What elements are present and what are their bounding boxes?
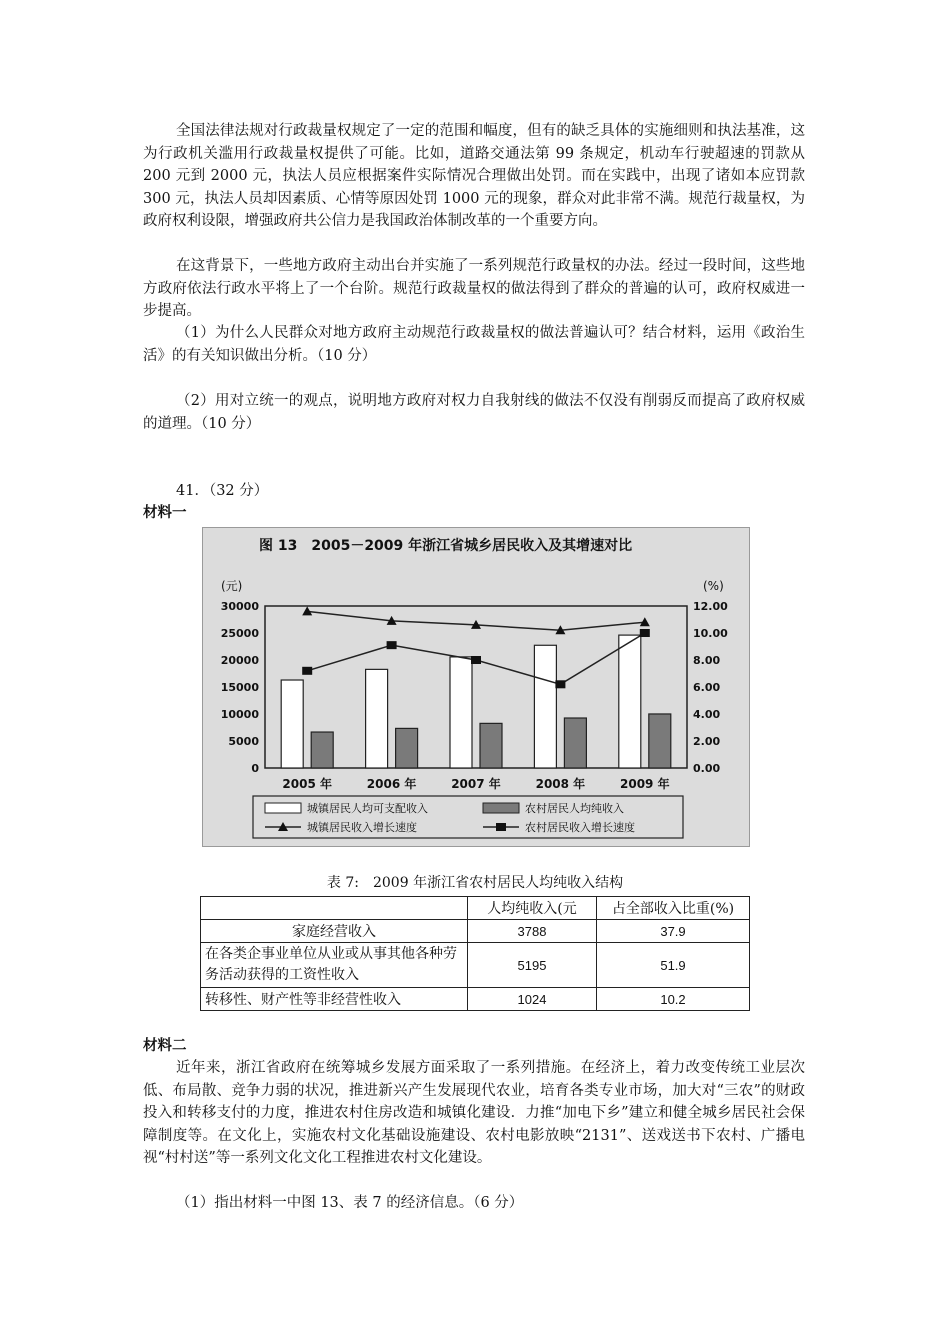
- chart-svg: [203, 528, 749, 846]
- right-tick-label: 12.00: [693, 600, 728, 613]
- rural-income-bar: [564, 718, 586, 768]
- rural-income-bar: [480, 723, 502, 768]
- table-cell-share: 37.9: [597, 920, 750, 943]
- right-tick-label: 0.00: [693, 762, 721, 775]
- table-7: [200, 896, 750, 1011]
- figure-13-chart: [202, 527, 750, 847]
- right-axis-unit: (%): [703, 579, 724, 593]
- table-header-row: [201, 897, 750, 920]
- left-tick-label: 5000: [228, 735, 259, 748]
- table-row: [201, 988, 750, 1011]
- urban-income-bar: [366, 669, 388, 768]
- table-cell-share: 51.9: [597, 943, 750, 988]
- legend-rural-growth-label: 农村居民收入增长速度: [525, 821, 635, 834]
- table-header-cell: 人均纯收入(元: [468, 897, 597, 920]
- left-tick-label: 30000: [220, 600, 259, 613]
- table-cell-income: 1024: [468, 988, 597, 1011]
- table-header-cell: [201, 897, 468, 920]
- material-1-label: 材料一: [143, 504, 187, 521]
- material-2-question-1: （1）指出材料一中图 13、表 7 的经济信息。（6 分）: [176, 1195, 524, 1211]
- question-1: （1）为什么人民群众对地方政府主动规范行政裁量权的做法普遍认可？结合材料，运用《政治生活》的有关知识做出分析。（10 分）: [143, 325, 805, 364]
- category-label: 2009 年: [620, 777, 670, 791]
- table-cell-income: 3788: [468, 920, 597, 943]
- left-tick-label: 20000: [220, 654, 259, 667]
- intro-paragraph-2: 在这背景下，一些地方政府主动出台并实施了一系列规范行政量权的办法。经过一段时间，这些地方政府依法行政水平将上了一个台阶。规范行政裁量权的做法得到了群众的普遍的认可，政府权威进一步提高。: [143, 258, 805, 319]
- left-tick-label: 15000: [220, 681, 259, 694]
- question-41-number: 41．（32 分）: [176, 483, 269, 499]
- right-tick-label: 2.00: [693, 735, 721, 748]
- legend-urban-swatch: [265, 803, 301, 813]
- urban-growth-point: [302, 606, 312, 615]
- category-label: 2006 年: [366, 777, 417, 791]
- rural-income-bar: [311, 732, 333, 768]
- legend-rural-label: 农村居民人均纯收入: [525, 802, 624, 815]
- legend-rural-swatch: [483, 803, 519, 813]
- table-row: [201, 943, 750, 988]
- rural-growth-point: [640, 629, 650, 637]
- urban-income-bar: [450, 657, 472, 768]
- intro-paragraph-1: 全国法律法规对行政裁量权规定了一定的范围和幅度，但有的缺乏具体的实施细则和执法基准，这为行政机关滥用行政裁量权提供了可能。比如，道路交通法第 99 条规定，机动车行驶超速的罚款从 200 元到 2000 元，执法人员应根据案件实际情况合理做出处罚。而在实践中，出现了诸如本应罚款 300 元，执法人员却因素质、心情等原因处罚 1000 元的现象，群众对此非常不满。规范行裁量权，为政府权利设限，增强政府共公信力是我国政治体制改革的一个重要方向。: [143, 123, 805, 229]
- urban-income-bar: [619, 635, 641, 768]
- left-tick-label: 25000: [220, 627, 259, 640]
- right-tick-label: 8.00: [693, 654, 721, 667]
- table-header-cell: 占全部收入比重(%): [597, 897, 750, 920]
- category-label: 2007 年: [451, 777, 501, 791]
- urban-income-bar: [534, 645, 556, 768]
- rural-growth-point: [302, 667, 312, 675]
- left-tick-label: 0: [251, 762, 259, 775]
- left-axis-unit: (元): [221, 579, 243, 593]
- right-tick-label: 6.00: [693, 681, 721, 694]
- category-label: 2008 年: [535, 777, 586, 791]
- chart-title: 图 13 2005－2009 年浙江省城乡居民收入及其增速对比: [259, 538, 633, 554]
- legend-urban-growth-label: 城镇居民收入增长速度: [307, 821, 417, 834]
- rural-income-bar: [396, 728, 418, 768]
- table-cell-item: 在各类企事业单位从业或从事其他各种劳务活动获得的工资性收入: [201, 943, 468, 988]
- table-cell-income: 5195: [468, 943, 597, 988]
- rural-growth-point: [555, 680, 565, 688]
- category-label: 2005 年: [282, 777, 332, 791]
- material-2-text: 近年来，浙江省政府在统筹城乡发展方面采取了一系列措施。在经济上，着力改变传统工业层次低、布局散、竞争力弱的状况，推进新兴产生发展现代农业，培育各类专业市场，加大对“三农”的财政投入和转移支付的力度，推进农村住房改造和城镇化建设．力推“加电下乡”建立和健全城乡居民社会保障制度等。在文化上，实施农村文化基础设施建设、农村电影放映“2131”、送戏送书下农村、广播电视“村村送”等一系列文化文化工程推进农村文化建设。: [143, 1060, 805, 1166]
- legend-urban-label: 城镇居民人均可支配收入: [307, 802, 428, 815]
- rural-growth-point: [387, 641, 397, 649]
- legend-rural-growth-marker: [496, 823, 506, 831]
- question-2: （2）用对立统一的观点，说明地方政府对权力自我射线的做法不仅没有削弱反而提高了政府权威的道理。（10 分）: [143, 393, 805, 432]
- table-cell-item: 家庭经营收入: [201, 920, 468, 943]
- table-cell-item: 转移性、财产性等非经营性收入: [201, 988, 468, 1011]
- urban-income-bar: [281, 680, 303, 768]
- table-row: [201, 920, 750, 943]
- rural-growth-point: [471, 656, 481, 664]
- table-cell-share: 10.2: [597, 988, 750, 1011]
- right-tick-label: 4.00: [693, 708, 721, 721]
- left-tick-label: 10000: [220, 708, 259, 721]
- table-7-caption: 表 7: 2009 年浙江省农村居民人均纯收入结构: [326, 875, 624, 891]
- rural-income-bar: [649, 714, 671, 768]
- urban-growth-point: [640, 617, 650, 626]
- right-tick-label: 10.00: [693, 627, 728, 640]
- material-2-label: 材料二: [143, 1037, 187, 1054]
